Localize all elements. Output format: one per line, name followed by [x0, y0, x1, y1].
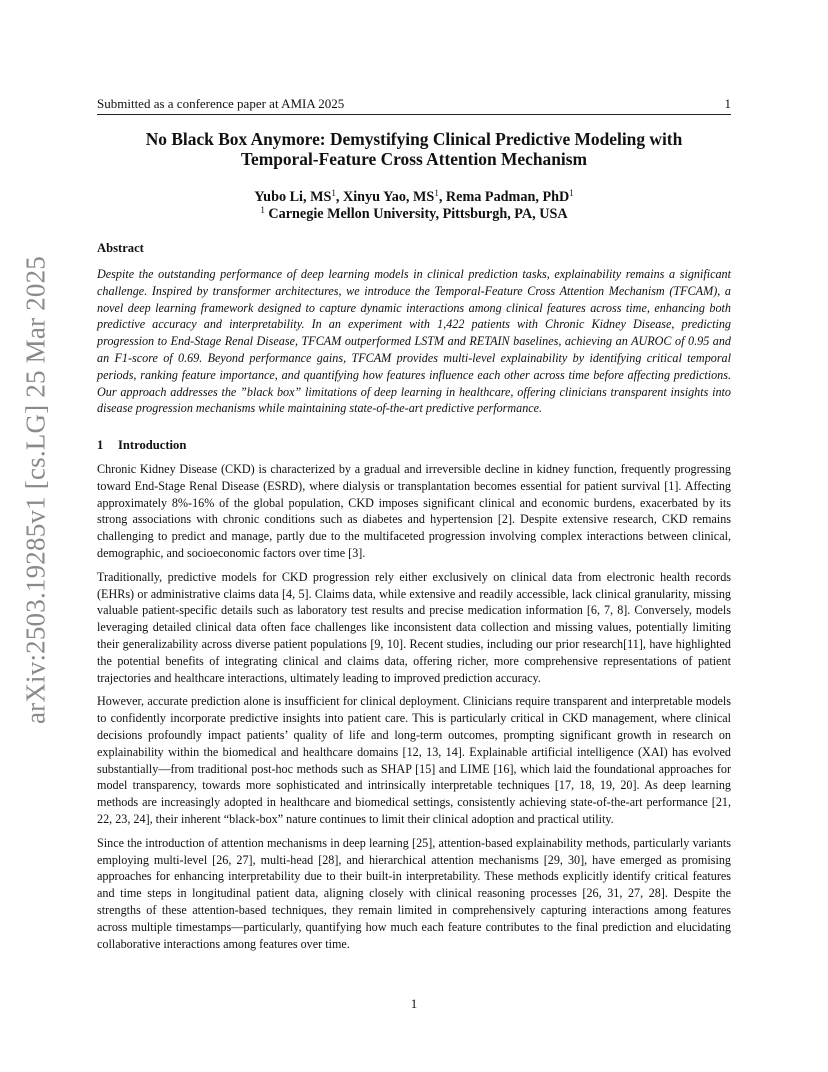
body-paragraph: Chronic Kidney Disease (CKD) is characterized by a gradual and irreversible decline in kidney function, frequently progressing toward End-Stage Renal Disease (ESRD), where dialysis or transplantation becomes essential for patient survival [1]. Affecting approximately 8%-16% of the global population, CKD imposes significant clinical and economic burdens, exacerbated by its strong associations with chronic conditions such as diabetes and hypertension [2]. Despite extensive research, CKD remains challenging to predict and manage, partly due to the multifaceted progression involving complex interactions between clinical, demographic, and socioeconomic factors over time [3]. — [97, 462, 731, 560]
affiliation-text: Carnegie Mellon University, Pittsburgh, PA, USA — [268, 206, 568, 222]
arxiv-identifier: arXiv:2503.19285v1 [cs.LG] 25 Mar 2025 — [20, 255, 51, 725]
body-paragraph: Since the introduction of attention mechanisms in deep learning [25], attention-based explainability methods, particularly variants employing multi-level [26, 27], multi-head [28], and hierarchical attention mechanisms [29, 30], have emerged as promising approaches for enhancing interpretability due to their built-in interpretability. These methods explicitly identify critical features and time steps in longitudinal patient data, aligning closely with clinical reasoning processes [26, 31, 27, 28]. Despite the strengths of these attention-based techniques, they remain limited in comprehensively capturing interactions among features across multiple timestamps—particularly, quantifying how much each feature contributes to the final prediction and elucidating collaborative interactions among features over time. — [97, 835, 731, 951]
section-title: Introduction — [118, 438, 187, 452]
author-separator: , — [335, 189, 343, 205]
arxiv-sidebar — [14, 0, 58, 1072]
author-list — [97, 189, 731, 206]
author-block — [97, 189, 731, 223]
author-affiliation-mark: 1 — [569, 188, 574, 198]
affiliation — [97, 206, 731, 223]
header-rule — [97, 114, 731, 115]
abstract-text: Despite the outstanding performance of deep learning models in clinical prediction tasks, explainability remains a significant challenge. Inspired by transformer architectures, we introduce the Temporal-Feature Cross Attention Mechanism (TFCAM), a novel deep learning framework designed to capture dynamic interactions among clinical features across time, enhancing both predictive accuracy and interpretability. In an experiment with 1,422 patients with Chronic Kidney Disease, predicting progression to End-Stage Renal Disease, TFCAM outperformed LSTM and RETAIN baselines, achieving an AUROC of 0.95 and an F1-score of 0.69. Beyond performance gains, TFCAM provides multi-level explainability by identifying critical temporal periods, ranking feature importance, and quantifying how features influence each other across time before affecting predictions. Our approach addresses the ”black box” limitations of deep learning in healthcare, offering clinicians transparent insights into disease progression mechanisms while maintaining state-of-the-art predictive performance. — [97, 267, 731, 416]
header-page-number: 1 — [724, 96, 731, 111]
author-affiliation-mark: 1 — [331, 188, 336, 198]
footer-page-number: 1 — [410, 996, 418, 1011]
abstract-heading: Abstract — [97, 241, 144, 255]
author-name: Rema Padman, PhD — [445, 189, 570, 205]
section-heading-introduction — [97, 438, 186, 453]
body-paragraph: Traditionally, predictive models for CKD progression rely either exclusively on clinical data from electronic health records (EHRs) or administrative claims data [4, 5]. Claims data, while extensive and readily accessible, lack clinical granularity, missing valuable patient-specific details such as laboratory test results and precise medication information [6, 7, 8]. Conversely, models leveraging detailed clinical data often face challenges like inconsistent data collection and missing values, potentially limiting their generalizability across diverse patient populations [9, 10]. Recent studies, including our prior research[11], have highlighted the potential benefits of integrating clinical and claims data, offering richer, more comprehensive representations of patient trajectories and healthcare interactions, ultimately leading to improved prediction accuracy. — [97, 569, 731, 685]
title-line-1: No Black Box Anymore: Demystifying Clinical Predictive Modeling with — [145, 129, 683, 149]
section-number: 1 — [97, 438, 104, 452]
running-header — [97, 96, 731, 112]
author-name: Xinyu Yao, MS — [342, 189, 435, 205]
author-separator: , — [438, 189, 446, 205]
running-head-text: Submitted as a conference paper at AMIA 2025 — [97, 96, 345, 111]
affiliation-mark: 1 — [260, 205, 265, 215]
paper-title — [97, 129, 731, 169]
introduction-body — [97, 461, 731, 959]
author-affiliation-mark: 1 — [434, 188, 439, 198]
title-line-2: Temporal-Feature Cross Attention Mechanism — [240, 149, 587, 169]
author-name: Yubo Li, MS — [254, 189, 332, 205]
body-paragraph: However, accurate prediction alone is insufficient for clinical deployment. Clinicians require transparent and interpretable models to confidently incorporate predictive insights into patient care. This is particularly critical in CKD management, where clinical decisions profoundly impact patients’ quality of life and long-term outcomes, prompting significant growth in research on explainability within the biomedical and healthcare domains [12, 13, 14]. Explainable artificial intelligence (XAI) has evolved substantially—from traditional post-hoc methods such as SHAP [15] and LIME [16], which laid the foundational approaches for model transparency, towards more sophisticated and intrinsically interpretable techniques [17, 18, 19, 20]. As deep learning methods are increasingly adopted in healthcare and biomedical settings, consistently achieving state-of-the-art performance [21, 22, 23, 24], their inherent “black-box” nature continues to limit their clinical adoption and practical utility. — [97, 694, 731, 826]
